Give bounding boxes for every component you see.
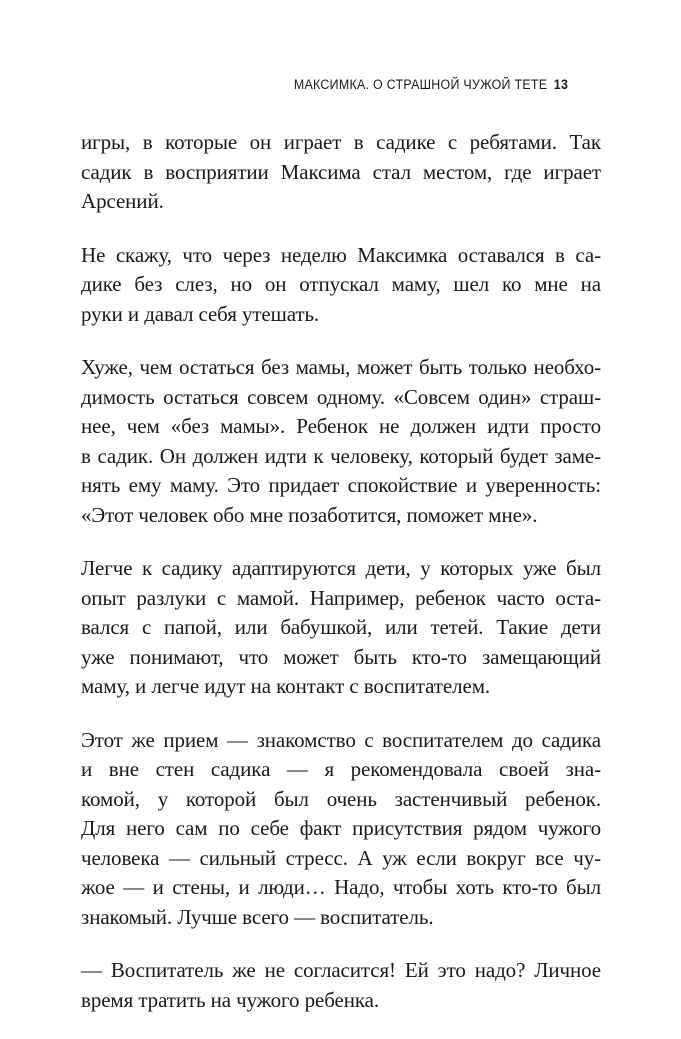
text-line: человека — сильный стресс. А уж если вокруг все чу- xyxy=(81,845,601,870)
text-line: нять ему маму. Это придает спокойствие и уверенность: xyxy=(81,473,601,497)
text-line: опыт разлуки с мамой. Например, ребенок часто оста- xyxy=(81,585,601,610)
paragraph-5 xyxy=(81,726,601,933)
text-line: Хуже, чем остаться без мамы, может быть только необхо- xyxy=(81,355,601,379)
text-line: — Воспитатель же не согласится! Ей это надо? Личное xyxy=(81,958,601,982)
text-line: руки и давал себя утешать. xyxy=(81,301,320,326)
text-line: Этот же прием — знакомство с воспитателем до садика xyxy=(81,727,601,752)
text-line: комой, у которой был очень застенчивый ребенок. xyxy=(81,786,601,811)
text-line: знакомый. Лучше всего — воспитатель. xyxy=(81,904,434,929)
text-line: дике без слез, но он отпускал маму, шел ко мне на xyxy=(81,272,601,296)
paragraph-2 xyxy=(81,241,601,330)
text-line: Не скажу, что через неделю Максимка оставался в са- xyxy=(81,242,601,267)
text-line: Для него сам по себе факт присутствия рядом чужого xyxy=(81,816,601,840)
text-line: и вне стен садика — я рекомендовала своей зна- xyxy=(81,757,601,781)
text-line: жое — и стены, и люди… Надо, чтобы хоть кто-то был xyxy=(81,875,601,899)
page-number: 13 xyxy=(553,77,568,92)
text-line: в садик. Он должен идти к человеку, который будет заме- xyxy=(81,443,601,468)
text-line: Легче к садику адаптируются дети, у которых уже был xyxy=(81,556,601,580)
paragraph-3 xyxy=(81,353,601,530)
text-line: уже понимают, что может быть кто-то замещающий xyxy=(81,644,601,669)
chapter-title: МАКСИМКА. О СТРАШНОЙ ЧУЖОЙ ТЕТЕ xyxy=(293,77,548,92)
text-line: вался с папой, или бабушкой, или тетей. Такие дети xyxy=(81,615,601,639)
text-line: нее, чем «без мамы». Ребенок не должен идти просто xyxy=(81,414,601,438)
paragraph-4 xyxy=(81,554,601,702)
text-line: димость остаться совсем одному. «Совсем один» страш- xyxy=(81,384,601,409)
text-line: маму, и легче идут на контакт с воспитателем. xyxy=(81,674,491,698)
body-text xyxy=(81,128,601,1039)
text-line: садик в восприятии Максима стал местом, где играет xyxy=(81,159,601,184)
running-head xyxy=(294,77,568,92)
text-line: время тратить на чужого ребенка. xyxy=(81,987,380,1012)
paragraph-1 xyxy=(81,128,601,217)
text-line: Арсений. xyxy=(81,189,164,213)
paragraph-6 xyxy=(81,956,601,1015)
text-line: «Этот человек обо мне позаботится, поможет мне». xyxy=(81,502,538,527)
text-line: игры, в которые он играет в садике с ребятами. Так xyxy=(81,130,601,154)
